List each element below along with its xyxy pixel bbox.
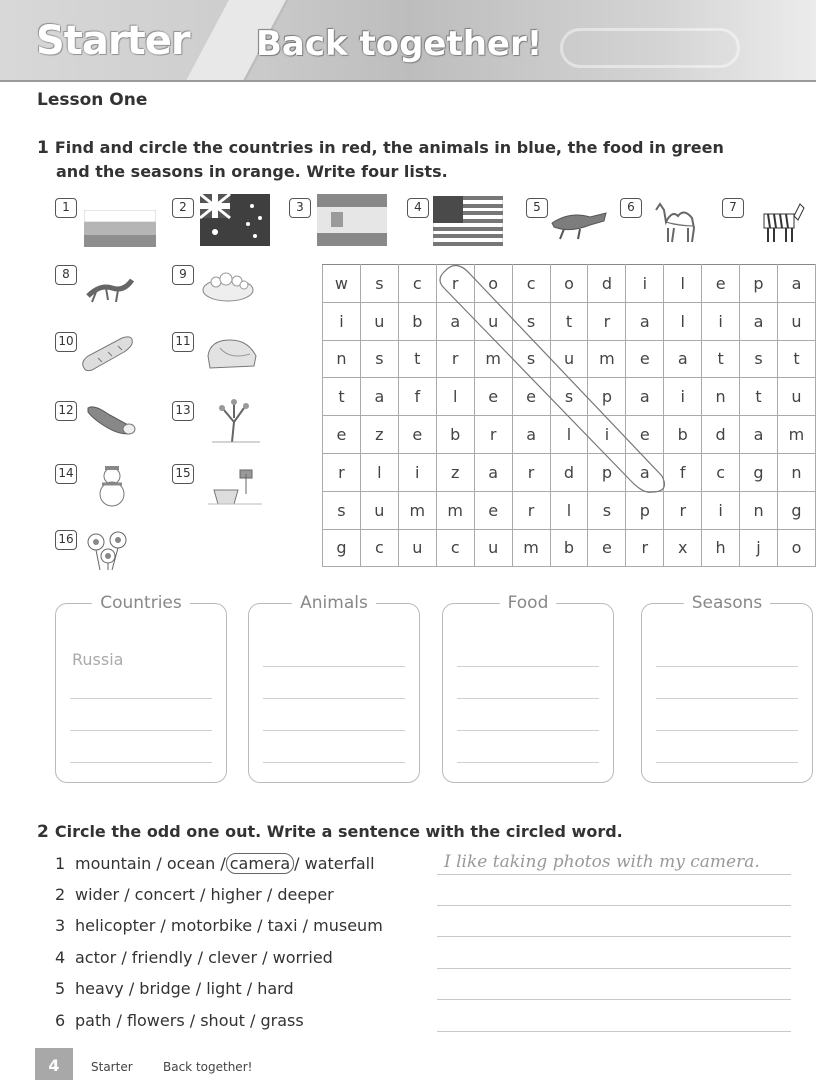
grid-letter[interactable]: d	[550, 453, 588, 491]
answer-line[interactable]	[437, 936, 791, 937]
grid-letter[interactable]: p	[588, 453, 626, 491]
grid-letter[interactable]: r	[436, 340, 474, 378]
instruction-line-2: and the seasons in orange. Write four lists.	[56, 162, 448, 181]
footer-unit: Starter	[91, 1060, 133, 1074]
item-words: wider / concert / higher / deeper	[75, 885, 334, 904]
item-words-end: / waterfall	[294, 854, 375, 873]
grid-letter[interactable]: r	[323, 453, 361, 491]
grid-letter[interactable]: a	[360, 378, 398, 416]
picture-number-13: 13	[172, 401, 194, 421]
spain-flag-icon	[317, 194, 387, 246]
list-box-countries	[55, 593, 227, 783]
write-line[interactable]	[656, 730, 798, 731]
exercise-2-item-4	[55, 948, 333, 967]
zebra-icon	[756, 198, 806, 246]
grid-letter[interactable]: e	[323, 416, 361, 454]
snowman-icon	[92, 462, 132, 508]
grid-letter[interactable]: l	[436, 378, 474, 416]
list-heading-countries: Countries	[92, 593, 190, 613]
grid-letter[interactable]: s	[360, 265, 398, 303]
grid-letter[interactable]: g	[777, 491, 815, 529]
list-example-russia: Russia	[72, 650, 124, 669]
grid-row	[323, 302, 816, 340]
grid-letter[interactable]: m	[512, 529, 550, 567]
picture-number-1: 1	[55, 198, 77, 218]
unit-label: Starter	[36, 18, 190, 64]
grid-letter[interactable]: r	[626, 529, 664, 567]
exercise-2-instruction	[37, 822, 623, 842]
grid-letter[interactable]: a	[474, 453, 512, 491]
grid-letter[interactable]: r	[664, 491, 702, 529]
grid-letter[interactable]: i	[664, 378, 702, 416]
exercise-1-number: 1	[37, 138, 49, 158]
page-number: 4	[35, 1048, 73, 1080]
exercise-2-item-1	[55, 854, 375, 873]
grid-letter[interactable]: r	[512, 453, 550, 491]
grid-letter[interactable]: b	[664, 416, 702, 454]
cucumber-icon	[84, 402, 140, 436]
exercise-2-item-2	[55, 885, 334, 904]
grid-letter[interactable]: e	[512, 378, 550, 416]
grid-letter[interactable]: a	[777, 265, 815, 303]
grid-letter[interactable]: t	[777, 340, 815, 378]
instruction-line-1: Find and circle the countries in red, the animals in blue, the food in green	[54, 138, 724, 157]
grid-letter[interactable]: h	[702, 529, 740, 567]
picture-number-15: 15	[172, 464, 194, 484]
list-box-animals	[248, 593, 420, 783]
grid-letter[interactable]: o	[550, 265, 588, 303]
grid-letter[interactable]: u	[474, 529, 512, 567]
answer-line[interactable]	[437, 1031, 791, 1032]
grid-letter[interactable]: c	[436, 529, 474, 567]
grid-letter[interactable]: n	[702, 378, 740, 416]
item-words: mountain / ocean /	[75, 854, 226, 873]
picture-number-4: 4	[407, 198, 429, 218]
grid-letter[interactable]: o	[777, 529, 815, 567]
picture-number-7: 7	[722, 198, 744, 218]
grid-letter[interactable]: l	[360, 453, 398, 491]
word-search-grid	[322, 264, 816, 567]
grid-letter[interactable]: u	[550, 340, 588, 378]
list-box-food	[442, 593, 614, 783]
item-words: helicopter / motorbike / taxi / museum	[75, 916, 383, 935]
item-number: 3	[55, 916, 66, 935]
write-line[interactable]	[70, 730, 212, 731]
grid-letter[interactable]: s	[740, 340, 778, 378]
write-line[interactable]	[263, 666, 405, 667]
grid-letter[interactable]: t	[398, 340, 436, 378]
write-line[interactable]	[457, 666, 599, 667]
lesson-title: Lesson One	[37, 90, 148, 110]
grid-letter[interactable]: n	[777, 453, 815, 491]
grid-letter[interactable]: a	[626, 378, 664, 416]
grid-letter[interactable]: d	[702, 416, 740, 454]
picture-number-9: 9	[172, 265, 194, 285]
grid-letter[interactable]: l	[664, 302, 702, 340]
grid-letter[interactable]: t	[740, 378, 778, 416]
autumn-tree-icon	[204, 398, 264, 444]
grid-letter[interactable]: n	[740, 491, 778, 529]
grid-letter[interactable]: w	[323, 265, 361, 303]
page-footer	[0, 1048, 816, 1080]
grid-row	[323, 416, 816, 454]
grid-letter[interactable]: a	[626, 453, 664, 491]
item-words: path / flowers / shout / grass	[75, 1011, 304, 1030]
grid-letter[interactable]: t	[550, 302, 588, 340]
grid-letter[interactable]: m	[436, 491, 474, 529]
picture-number-5: 5	[526, 198, 548, 218]
picture-number-3: 3	[289, 198, 311, 218]
answer-line[interactable]	[437, 874, 791, 875]
grid-letter[interactable]: m	[474, 340, 512, 378]
grid-letter[interactable]: l	[550, 491, 588, 529]
grid-letter[interactable]: c	[512, 265, 550, 303]
picture-number-6: 6	[620, 198, 642, 218]
lizard-icon	[82, 266, 138, 308]
grid-letter[interactable]: u	[474, 302, 512, 340]
footer-title: Back together!	[163, 1060, 253, 1074]
crocodile-icon	[550, 205, 608, 243]
grid-letter[interactable]: e	[702, 265, 740, 303]
answer-line[interactable]	[437, 999, 791, 1000]
grid-row	[323, 340, 816, 378]
grid-letter[interactable]: u	[360, 491, 398, 529]
grid-letter[interactable]: a	[740, 416, 778, 454]
grid-letter[interactable]: z	[360, 416, 398, 454]
grid-letter[interactable]: l	[550, 416, 588, 454]
item-number: 4	[55, 948, 66, 967]
grid-letter[interactable]: r	[436, 265, 474, 303]
list-box-seasons	[641, 593, 813, 783]
write-line[interactable]	[263, 762, 405, 763]
grid-letter[interactable]: e	[474, 378, 512, 416]
item-number: 1	[55, 854, 66, 873]
picture-number-2: 2	[172, 198, 194, 218]
unit-title: Back together!	[256, 24, 543, 64]
write-line[interactable]	[457, 762, 599, 763]
grid-letter[interactable]: z	[436, 453, 474, 491]
grid-letter[interactable]: g	[323, 529, 361, 567]
exercise-2-number: 2	[37, 822, 49, 842]
grid-letter[interactable]: p	[740, 265, 778, 303]
grid-letter[interactable]: a	[512, 416, 550, 454]
grid-letter[interactable]: e	[626, 340, 664, 378]
grid-letter[interactable]: o	[474, 265, 512, 303]
grid-letter[interactable]: x	[664, 529, 702, 567]
write-line[interactable]	[656, 666, 798, 667]
list-heading-food: Food	[500, 593, 557, 613]
picture-number-8: 8	[55, 265, 77, 285]
grid-letter[interactable]: g	[740, 453, 778, 491]
write-line[interactable]	[656, 762, 798, 763]
grid-row	[323, 265, 816, 303]
grid-letter[interactable]: u	[360, 302, 398, 340]
list-heading-seasons: Seasons	[684, 593, 771, 613]
grid-letter[interactable]: a	[436, 302, 474, 340]
grid-letter[interactable]: f	[398, 378, 436, 416]
page-header	[0, 0, 816, 82]
write-line[interactable]	[263, 698, 405, 699]
write-line[interactable]	[656, 698, 798, 699]
grid-row	[323, 453, 816, 491]
grid-letter[interactable]: s	[323, 491, 361, 529]
grid-letter[interactable]: u	[777, 302, 815, 340]
circled-word: camera	[226, 853, 294, 874]
write-line[interactable]	[70, 762, 212, 763]
cheese-icon	[202, 334, 262, 374]
list-heading-animals: Animals	[292, 593, 376, 613]
example-answer: I like taking photos with my camera.	[444, 852, 760, 872]
exercise-2-text: Circle the odd one out. Write a sentence with the circled word.	[54, 822, 623, 841]
grid-letter[interactable]: i	[323, 302, 361, 340]
grid-letter[interactable]: e	[626, 416, 664, 454]
grid-letter[interactable]: b	[398, 302, 436, 340]
popcorn-icon	[200, 268, 256, 304]
grid-letter[interactable]: c	[398, 265, 436, 303]
grid-letter[interactable]: l	[664, 265, 702, 303]
camel-icon	[648, 196, 704, 244]
grid-letter[interactable]: j	[740, 529, 778, 567]
grid-letter[interactable]: i	[702, 302, 740, 340]
grid-letter[interactable]: i	[626, 265, 664, 303]
usa-flag-icon	[433, 196, 503, 246]
grid-letter[interactable]: n	[323, 340, 361, 378]
exercise-2-item-6	[55, 1011, 304, 1030]
russia-flag-icon	[84, 210, 156, 248]
grid-row	[323, 491, 816, 529]
grid-letter[interactable]: s	[550, 378, 588, 416]
item-number: 5	[55, 979, 66, 998]
grid-letter[interactable]: m	[588, 340, 626, 378]
grid-letter[interactable]: i	[398, 453, 436, 491]
grid-letter[interactable]: e	[588, 529, 626, 567]
grid-row	[323, 378, 816, 416]
grid-letter[interactable]: t	[323, 378, 361, 416]
grid-letter[interactable]: f	[664, 453, 702, 491]
write-line[interactable]	[70, 698, 212, 699]
header-watermark	[560, 28, 740, 68]
grid-letter[interactable]: s	[588, 491, 626, 529]
beach-bucket-icon	[206, 464, 264, 506]
grid-letter[interactable]: e	[474, 491, 512, 529]
grid-letter[interactable]: p	[588, 378, 626, 416]
grid-letter[interactable]: m	[398, 491, 436, 529]
grid-letter[interactable]: r	[474, 416, 512, 454]
grid-letter[interactable]: r	[512, 491, 550, 529]
grid-letter[interactable]: b	[550, 529, 588, 567]
grid-letter[interactable]: i	[588, 416, 626, 454]
write-line[interactable]	[263, 730, 405, 731]
exercise-2-item-3	[55, 916, 383, 935]
picture-number-16: 16	[55, 530, 77, 550]
picture-number-12: 12	[55, 401, 77, 421]
item-number: 6	[55, 1011, 66, 1030]
bread-icon	[78, 332, 138, 374]
grid-letter[interactable]: p	[626, 491, 664, 529]
grid-letter[interactable]: m	[777, 416, 815, 454]
grid-letter[interactable]: c	[702, 453, 740, 491]
answer-line[interactable]	[437, 905, 791, 906]
flowers-icon	[82, 528, 134, 572]
picture-number-14: 14	[55, 464, 77, 484]
write-line[interactable]	[457, 730, 599, 731]
grid-letter[interactable]: a	[664, 340, 702, 378]
grid-letter[interactable]: a	[626, 302, 664, 340]
grid-letter[interactable]: u	[398, 529, 436, 567]
grid-letter[interactable]: i	[702, 491, 740, 529]
grid-letter[interactable]: r	[588, 302, 626, 340]
exercise-2-item-5	[55, 979, 294, 998]
grid-letter[interactable]: s	[512, 302, 550, 340]
grid-letter[interactable]: c	[360, 529, 398, 567]
grid-letter[interactable]: e	[398, 416, 436, 454]
grid-letter[interactable]: u	[777, 378, 815, 416]
picture-number-10: 10	[55, 332, 77, 352]
picture-number-11: 11	[172, 332, 194, 352]
exercise-1-instruction	[37, 136, 737, 184]
grid-row	[323, 529, 816, 567]
grid-letter[interactable]: t	[702, 340, 740, 378]
write-line[interactable]	[457, 698, 599, 699]
grid-letter[interactable]: s	[360, 340, 398, 378]
item-number: 2	[55, 885, 66, 904]
grid-letter[interactable]: d	[588, 265, 626, 303]
grid-letter[interactable]: s	[512, 340, 550, 378]
item-words: heavy / bridge / light / hard	[75, 979, 294, 998]
answer-line[interactable]	[437, 968, 791, 969]
grid-letter[interactable]: b	[436, 416, 474, 454]
item-words: actor / friendly / clever / worried	[75, 948, 333, 967]
australia-flag-icon	[200, 194, 270, 246]
grid-letter[interactable]: a	[740, 302, 778, 340]
